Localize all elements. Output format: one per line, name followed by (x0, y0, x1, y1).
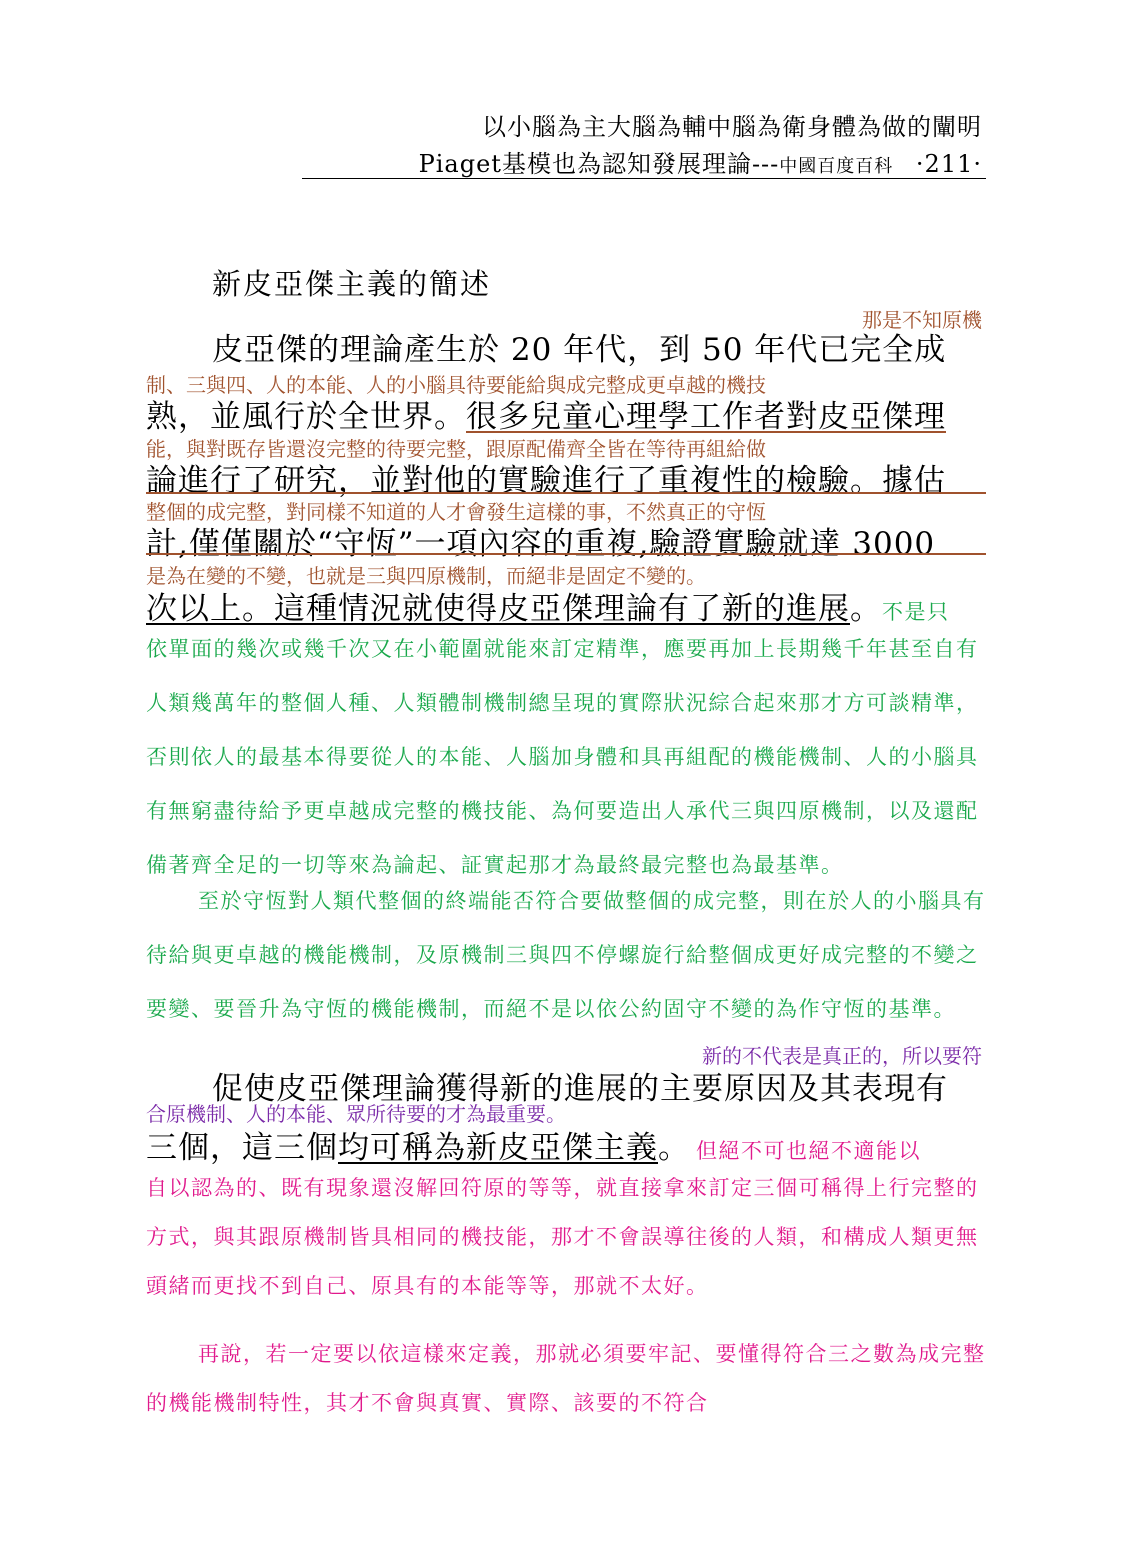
underline-rule-1 (146, 492, 986, 494)
header-subtitle (419, 144, 982, 179)
header-title: 以小腦為主大腦為輔中腦為衛身體為做的闡明 (482, 113, 982, 141)
magenta-paragraph-2: 再說，若一定要以依這樣來定義，那就必須要牢記、要懂得符合三之數為成完整的機能機制特性，其才不會與真實、實際、該要的不符合 (146, 1342, 986, 1415)
header-source: 中國百度百科 (779, 156, 894, 177)
body-line-1: 皮亞傑的理論產生於 20 年代，到 50 年代已完全成 (212, 332, 947, 368)
body-line-4: 計,僅僅關於“守恆”一項內容的重複,驗證實驗就達 3000 (146, 526, 936, 562)
body-line-6: 促使皮亞傑理論獲得新的進展的主要原因及其表現有 (212, 1071, 948, 1107)
annotation-line-5: 新的不代表是真正的，所以要符 (702, 1044, 982, 1068)
green-paragraph-1: 依單面的幾次或幾千次又在小範圍就能來訂定精準，應要再加上長期幾千年甚至自有人類幾萬年的整個人種、人類體制機制總呈現的實際狀況綜合起來那才方可談精準，否則依人的最基本得要從人的本能、人腦加身體和具再組配的機能機制、人的小腦具有無窮盡待給予更卓越成完整的機技能、為何要造出人承代三與四原機制，以及還配備著齊全足的一切等來為論起、証實起那才為最終最完整也為最基準。 (146, 637, 979, 877)
page-number: ·211· (915, 150, 982, 178)
annotation-line-2: 能，與對既存皆還沒完整的待要完整，跟原配備齊全皆在等待再組給做 (146, 437, 766, 461)
magenta-paragraph-1: 自以認為的、既有現象還沒解回符原的等等，就直接拿來訂定三個可稱得上行完整的方式，與其跟原機制皆具相同的機技能，那才不會誤導往後的人類，和構成人類更無頭緒而更找不到自己、原具有的本能等等，那就不太好。 (146, 1176, 979, 1298)
annotation-line-1: 制、三與四、人的本能、人的小腦具待要能給與成完整成更卓越的機技 (146, 373, 766, 397)
body-line-5-b: 。 (850, 591, 882, 627)
body-line-7-c: 。 (658, 1130, 690, 1166)
body-line-3: 論進行了研究，並對他的實驗進行了重複性的檢驗。據估 (146, 463, 946, 499)
green-paragraph-2: 至於守恆對人類代整個的終端能否符合要做整個的成完整，則在於人的小腦具有待給與更卓越的機能機制，及原機制三與四不停螺旋行給整個成更好成完整的不變之要變、要晉升為守恆的機能機制，而絕不是以依公約固守不變的為作守恆的基準。 (146, 889, 986, 1021)
body-line-7 (146, 1122, 921, 1167)
annotation-line-6: 合原機制、人的本能、眾所待要的才為最重要。 (146, 1102, 566, 1126)
section-title: 新皮亞傑主義的簡述 (212, 267, 492, 301)
header-subtitle-main: Piaget基模也為認知發展理論--- (418, 150, 780, 178)
annotation-line-0: 那是不知原機 (862, 308, 982, 332)
annotation-line-4: 是為在變的不變，也就是三與四原機制，而絕非是固定不變的。 (146, 564, 706, 588)
body-line-2 (146, 391, 946, 436)
body-line-2-a: 熟，並風行於全世界。 (146, 399, 466, 435)
body-line-7-d: 但絕不可也絕不適能以 (696, 1139, 921, 1163)
annotation-line-3: 整個的成完整，對同樣不知道的人才會發生這樣的事，不然真正的守恆 (146, 500, 766, 524)
body-line-7-b: 均可稱為新皮亞傑主義 (338, 1130, 658, 1166)
header-rule (302, 178, 986, 179)
body-line-2-b: 很多兒童心理學工作者對皮亞傑理 (466, 399, 946, 435)
body-line-5-a: 次以上。這種情況就使得皮亞傑理論有了新的進展 (146, 591, 850, 627)
body-line-5-c: 不是只 (882, 600, 950, 624)
underline-rule-2 (146, 553, 986, 555)
body-line-7-a: 三個，這三個 (146, 1130, 338, 1166)
